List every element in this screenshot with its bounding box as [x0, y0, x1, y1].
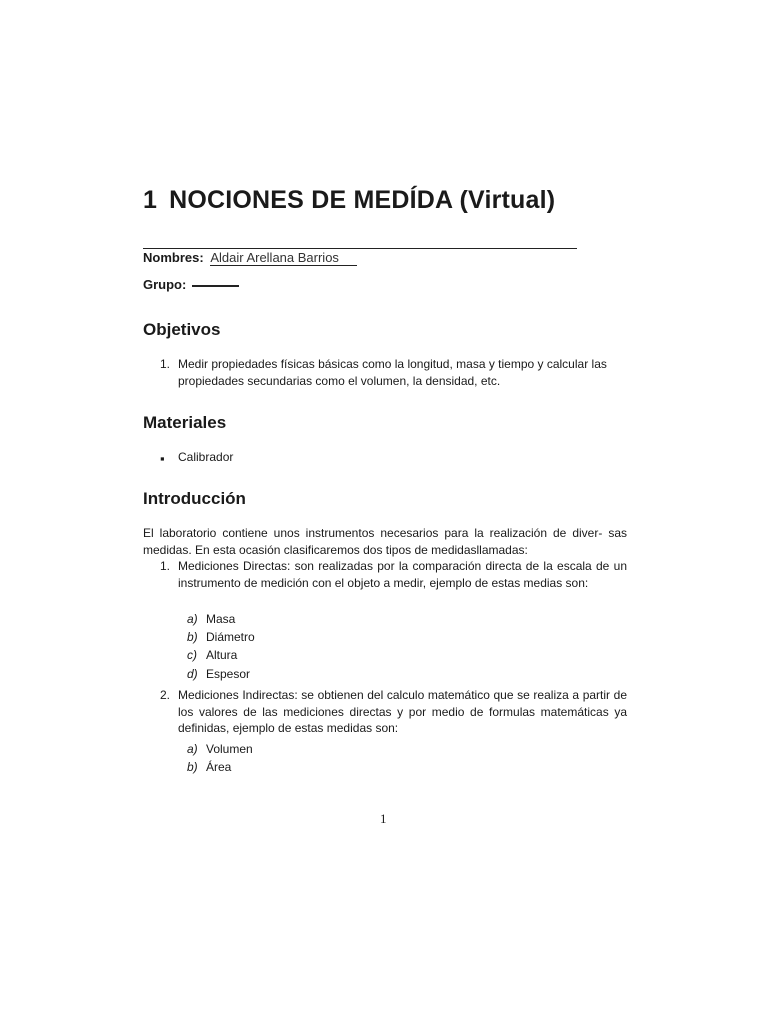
sub-item-text: Masa: [206, 612, 236, 626]
item-number: 2.: [160, 688, 171, 702]
sub-item: [187, 611, 235, 628]
sub-item-letter: d): [187, 667, 198, 681]
objetivos-list: [160, 356, 610, 389]
list-item: Calibrador: [178, 450, 234, 464]
nombres-value: Aldair Arellana Barrios: [210, 250, 357, 266]
introduccion-heading: Introducción: [143, 489, 246, 508]
grupo-field: [143, 277, 239, 292]
sub-item-text: Espesor: [206, 667, 251, 681]
item-number: 1.: [160, 357, 171, 371]
sub-item-letter: a): [187, 612, 198, 626]
grupo-blank-line: [192, 285, 239, 287]
sub-item-letter: b): [187, 760, 198, 774]
enum-item-directas: [160, 558, 627, 591]
section-title-text: NOCIONES DE MEDÍDA (Virtual): [169, 186, 556, 214]
sub-item-text: Volumen: [206, 742, 253, 756]
sub-item: [187, 629, 255, 646]
item-number: 1.: [160, 559, 171, 573]
page-number: 1: [380, 811, 387, 826]
nombres-field: [143, 250, 357, 265]
enum-item-indirectas: [160, 687, 627, 737]
sub-item-letter: a): [187, 742, 198, 756]
introduccion-paragraph: El laboratorio contiene unos instrumentos necesarios para la realización de diver- sas medidas. En esta ocasión clasificaremos dos tipos de medidasllamadas:: [143, 526, 627, 557]
sub-item: [187, 741, 253, 758]
list-item: [160, 356, 610, 389]
item-text: Mediciones Directas: son realizadas por la comparación directa de la escala de un instrumento de medición con el objeto a medir, ejemplo de estas medias son:: [178, 559, 627, 590]
sub-item: [187, 759, 231, 776]
section-number: 1: [143, 186, 158, 214]
objetivos-heading: Objetivos: [143, 320, 221, 339]
sub-item: [187, 647, 237, 664]
nombres-label: Nombres:: [143, 250, 204, 265]
square-bullet-icon: ▪: [160, 451, 165, 466]
grupo-label: Grupo:: [143, 277, 187, 292]
materiales-list: [160, 449, 460, 466]
sub-item-text: Altura: [206, 648, 238, 662]
sub-item-letter: b): [187, 630, 198, 644]
page-title: [143, 186, 555, 215]
header-rule: [143, 248, 577, 249]
item-text: Mediciones Indirectas: se obtienen del calculo matemático que se realiza a partir de los valores de las mediciones directas y por medio de formulas matemáticas ya definidas, ejemplo de estas medidas son:: [178, 688, 627, 735]
item-text: Medir propiedades físicas básicas como la longitud, masa y tiempo y calcular las propiedades secundarias como el volumen, la densidad, etc.: [178, 357, 607, 388]
sub-item-text: Área: [206, 760, 232, 774]
sub-item: [187, 666, 250, 683]
sub-item-text: Diámetro: [206, 630, 255, 644]
sub-item-letter: c): [187, 648, 197, 662]
materiales-heading: Materiales: [143, 413, 227, 432]
